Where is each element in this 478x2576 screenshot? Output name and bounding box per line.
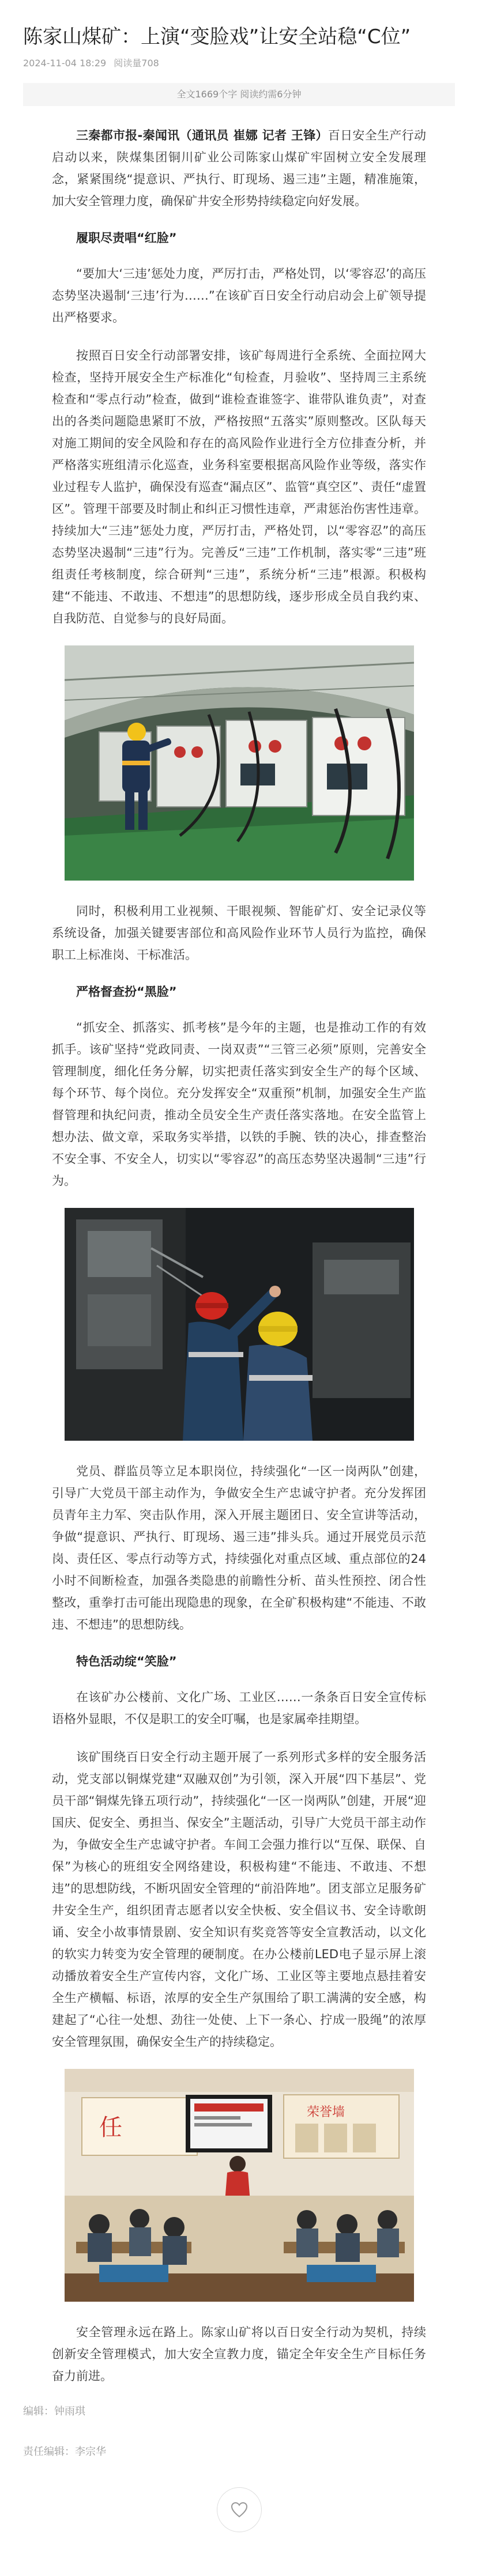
lead-source: 三秦都市报-秦闻讯（通讯员 崔娜 记者 王锋） — [76, 129, 328, 142]
reading-stats-bar: 全文1669个字 阅读约需6分钟 — [23, 83, 455, 106]
article-title: 陈家山煤矿：上演“变脸戏”让安全站稳“C位” — [23, 25, 411, 48]
like-button[interactable] — [217, 2487, 262, 2532]
article-photo-miners-inspection — [65, 1208, 414, 1441]
lead-paragraph — [52, 124, 426, 212]
article-meta — [0, 51, 478, 70]
article-photo-switchgear-inspection — [65, 645, 414, 881]
section-heading-black-face: 严格督查扮“黑脸” — [76, 985, 177, 999]
section-heading-red-face: 履职尽责唱“红脸” — [76, 231, 177, 245]
section3-paragraph-2: 该矿围绕百日安全行动主题开展了一系列形式多样的安全服务活动，党支部以铜煤党建“双融双创”为引领，深入开展“四下基层”、党员干部“铜煤先锋五项行动”，持续强化“一区一岗两队”创建，开展“迎国庆、促安全、勇担当、保安全”主题活动，引导广大党员干部主动作为，争做安全生产忠诚守护者。车间工会强力推行以“互保、联保、自保”为核心的班组安全网络建设，积极构建“不能违、不敢违、不想违”的思想防线，不断巩固安全管理的“前沿阵地”。团支部立足服务矿井安全生产，组织团青志愿者以安全快板、安全倡议书、安全诗歌朗诵、安全小故事情景剧、安全知识有奖竞答等安全宣教活动，以文化的软实力转变为安全管理的硬制度。在办公楼前LED电子显示屏上滚动播放着安全生产宣传内容，文化广场、工业区等主要地点悬挂着安全生产横幅、标语，浓厚的安全生产氛围给了职工满满的安全感，构建起了“心往一处想、劲往一处使、上下一条心、拧成一股绳”的浓厚安全管理氛围，确保安全生产的持续稳定。 — [52, 1750, 426, 2049]
photo-lecture-illustration — [65, 2069, 414, 2302]
lead-text: 百日安全生产行动启动以来，陕煤集团铜川矿业公司陈家山煤矿牢固树立安全发展理念，紧紧围绕“提意识、严执行、盯现场、遏三违”主题，精准施策，加大安全管理力度，确保矿井安全形势持续稳定向好发展。 — [52, 129, 426, 208]
section1-paragraph-1: “要加大‘三违’惩处力度，严厉打击，严格处罚，以‘零容忍’的高压态势坚决遏制‘三违’行为……”在该矿百日安全行动启动会上矿领导提出严格要求。 — [52, 267, 426, 324]
section1-paragraph-3: 同时，积极利用工业视频、干眼视频、智能矿灯、安全记录仪等系统设备，加强关键要害部位和高风险作业环节人员行为监控，确保职工上标准岗、干标准活。 — [52, 904, 426, 962]
banner-left-text: 任 — [99, 2114, 122, 2141]
section3-paragraph-1: 在该矿办公楼前、文化广场、工业区……一条条百日安全宣传标语格外显眼，不仅是职工的安全叮嘱，也是家属牵挂期望。 — [52, 1690, 426, 1726]
publish-date: 2024-11-04 18:29 — [23, 58, 107, 69]
banner-right-text: 荣誉墙 — [306, 2105, 345, 2120]
editor-credit: 编辑：钟雨琪 — [23, 2405, 85, 2418]
section-heading-smile-face: 特色活动绽“笑脸” — [76, 1655, 177, 1668]
photo-switchgear-illustration — [65, 645, 414, 881]
heart-icon — [231, 2502, 248, 2518]
section2-paragraph-1: “抓安全、抓落实、抓考核”是今年的主题，也是推动工作的有效抓手。该矿坚持“党政同责、一岗双责”“三管三必须”原则，完善安全管理制度，细化任务分解，切实把责任落实到安全生产的每个区域、每个环节、每个岗位。充分发挥安全“双重预”机制，加强安全生产监督管理和执纪问责，推动全员安全生产责任落实落地。在安全监管上想办法、做文章，采取务实举措，以铁的手腕、铁的决心，排查整治不安全事、不安全人，切实以“零容忍”的高压态势坚决遏制“三违”行为。 — [52, 1021, 426, 1188]
chief-editor-credit: 责任编辑：李宗华 — [23, 2446, 106, 2458]
article-content — [0, 106, 478, 2387]
section2-paragraph-2: 党员、群监员等立足本职岗位，持续强化“一区一岗两队”创建，引导广大党员干部主动作为，争做安全生产忠诚守护者。充分发挥团员青年主力军、突击队作用，深入开展主题团日、安全宣讲等活动，争做“提意识、严执行、盯现场、遏三违”排头兵。通过开展党员示范岗、责任区、零点行动等方式，持续强化对重点区域、重点部位的24小时不间断检查，加强各类隐患的前瞻性分析、苗头性预控、闭合性整改，重拳打击可能出现隐患的现象，在全矿积极构建“不能违、不敢违、不想违”的思想防线。 — [52, 1464, 426, 1631]
closing-paragraph: 安全管理永远在路上。陈家山矿将以百日安全行动为契机，持续创新安全管理模式，加大安全宣教力度，锚定全年安全生产目标任务奋力前进。 — [52, 2325, 426, 2383]
photo-miners-illustration — [65, 1208, 414, 1441]
view-count: 阅读量708 — [114, 58, 159, 69]
article-photo-safety-lecture — [65, 2069, 414, 2302]
section1-paragraph-2: 按照百日安全行动部署安排，该矿每周进行全系统、全面拉网大检查，坚持开展安全生产标准化“旬检查，月验收”、坚持周三主系统检查和“零点行动”检查，做到“谁检查谁签字、谁带队谁负责”，对查出的各类问题隐患紧盯不放，严格按照“五落实”原则整改。区队每天对施工期间的安全风险和存在的高风险作业进行全方位排查分析，并严格落实班组清示化巡查，业务科室要根据高风险作业等级，落实作业过程专人监护，确保没有巡查“漏点区”、监管“真空区”、责任“虚置区”。管理干部要及时制止和纠正习惯性违章，严肃惩治伤害性违章。持续加大“三违”惩处力度，严厉打击，严格处罚，以“零容忍”的高压态势坚决遏制“三违”行为。完善反“三违”工作机制，落实零“三违”班组责任考核制度，综合研判“三违”，系统分析“三违”根源。积极构建“不能违、不敢违、不想违”的思想防线，逐步形成全员自我约束、自我防范、自觉参与的良好局面。 — [52, 349, 426, 625]
